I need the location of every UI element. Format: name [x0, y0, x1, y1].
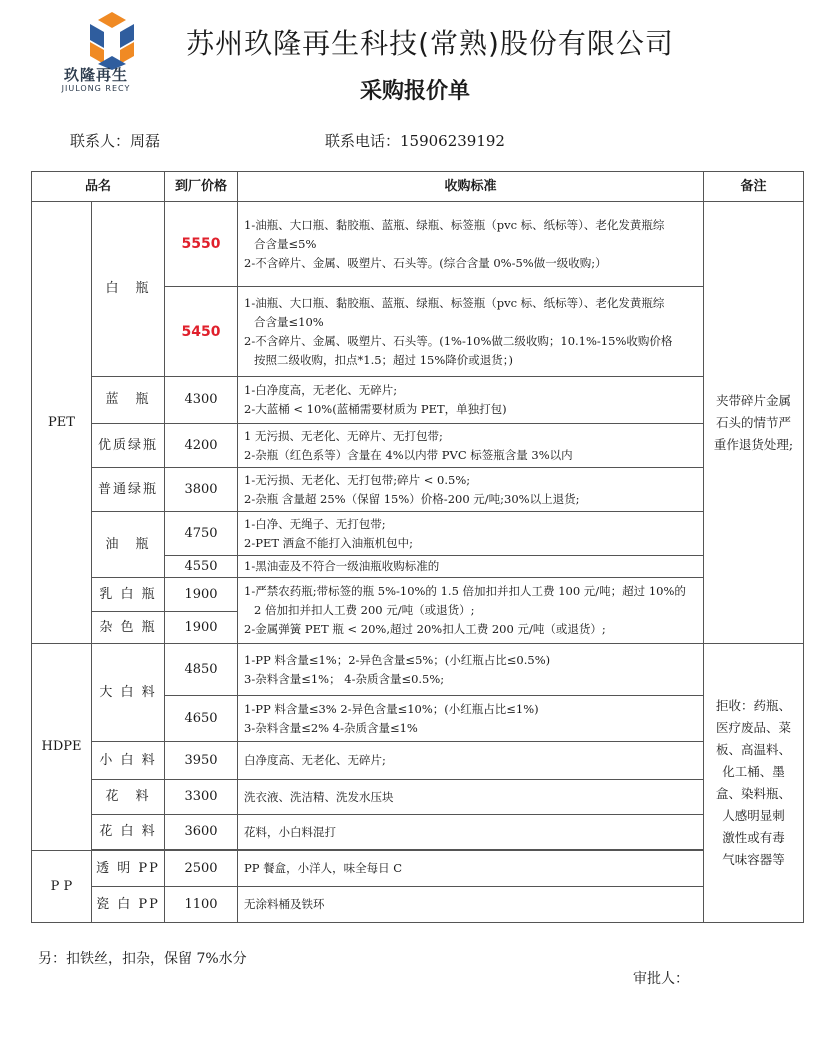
- table-row: [32, 815, 804, 850]
- remark-rejected: 拒收：药瓶、 医疗废品、菜 板、高温料、 化工桶、墨 盒、染料瓶、 人感明显刺 激性或有毒 气味容器等: [704, 644, 804, 923]
- category-hdpe: HDPE: [32, 644, 92, 851]
- table-row: [32, 742, 804, 780]
- item-standard: 无涂料桶及铁环: [238, 887, 704, 923]
- item-standard: 洗衣液、洗洁精、洗发水压块: [238, 780, 704, 815]
- item-price: 4550: [165, 556, 238, 578]
- header-name: 品名: [32, 172, 165, 202]
- table-row: [32, 644, 804, 696]
- header-price: 到厂价格: [165, 172, 238, 202]
- category-pp: P P: [32, 851, 92, 923]
- item-price: 5450: [165, 287, 238, 377]
- item-standard-milk: 1-严禁农药瓶;带标签的瓶 5%-10%的 1.5 倍加扣并扣人工费 100 元/吨；超过 10%的 2 倍加扣并扣人工费 200 元/吨（或退货）; 2-金属弹簧 PET 瓶 < 20%,超过 20%扣人工费 200 元/吨（或退货）;: [238, 578, 704, 644]
- item-price: 3800: [165, 468, 238, 512]
- item-standard: 1-无污损、无老化、无打包带;碎片 < 0.5%; 2-杂瓶 含量超 25%（保留 15%）价格-200 元/吨;30%以上退货;: [238, 468, 704, 512]
- footer-note: 另：扣铁丝，扣杂，保留 7%水分: [38, 951, 247, 967]
- table-row: [32, 512, 804, 556]
- item-price: 4850: [165, 644, 238, 696]
- remark-pet: 夹带碎片金属 石头的情节严 重作退货处理;: [704, 202, 804, 644]
- table-row: [32, 202, 804, 287]
- item-standard: 花料，小白料混打: [238, 815, 704, 850]
- item-standard: 1-油瓶、大口瓶、黏胶瓶、蓝瓶、绿瓶、标签瓶（pvc 标、纸标等）、老化发黄瓶综 合含量≤5% 2-不含碎片、金属、吸塑片、石头等。(综合含量 0%-5%做一级收购;）: [238, 202, 704, 287]
- item-standard: 1-PP 料含量≤3% 2-异色含量≤10%；(小红瓶占比≤1%) 3-杂料含量≤2% 4-杂质含量≤1%: [238, 696, 704, 742]
- table-row: [32, 887, 804, 923]
- item-name: 白 瓶: [92, 202, 165, 377]
- item-standard: 白净度高、无老化、无碎片;: [238, 742, 704, 780]
- item-price: 1900: [165, 612, 238, 644]
- item-price: 4300: [165, 377, 238, 424]
- document-title: 采购报价单: [359, 79, 470, 104]
- item-name: 花 料: [92, 780, 165, 815]
- item-name: 花 白 料: [92, 815, 165, 850]
- item-name: 乳 白 瓶: [92, 578, 165, 612]
- approver-label: 审批人：: [633, 971, 689, 987]
- item-price: 1100: [165, 887, 238, 923]
- item-price: 4650: [165, 696, 238, 742]
- item-standard: 1-黑油壶及不符合一级油瓶收购标准的: [238, 556, 704, 578]
- header-remark: 备注: [704, 172, 804, 202]
- item-standard: 1-白净度高，无老化、无碎片; 2-大蓝桶 < 10%(蓝桶需要材质为 PET，单独打包): [238, 377, 704, 424]
- table-row: [32, 780, 804, 815]
- item-price: 3300: [165, 780, 238, 815]
- item-name: 油 瓶: [92, 512, 165, 578]
- table-row: [32, 424, 804, 468]
- item-price: 1900: [165, 578, 238, 612]
- item-standard: 1-白净、无绳子、无打包带; 2-PET 酒盒不能打入油瓶机包中;: [238, 512, 704, 556]
- item-name: 蓝 瓶: [92, 377, 165, 424]
- item-standard: 1-油瓶、大口瓶、黏胶瓶、蓝瓶、绿瓶、标签瓶（pvc 标、纸标等）、老化发黄瓶综 合含量≤10% 2-不含碎片、金属、吸塑片、石头等。(1%-10%做二级收购；10.1%-15%收购价格 按照二级收购，扣点*1.5；超过 15%降价或退货；): [238, 287, 704, 377]
- item-name: 瓷 白 PP: [92, 887, 165, 923]
- item-name: 优质绿瓶: [92, 424, 165, 468]
- brand-name-en: JIULONG RECY: [61, 84, 131, 93]
- item-name: 普通绿瓶: [92, 468, 165, 512]
- table-row: [32, 578, 804, 612]
- item-standard: 1 无污损、无老化、无碎片、无打包带; 2-杂瓶（红色系等）含量在 4%以内带 PVC 标签瓶含量 3%以内: [238, 424, 704, 468]
- item-name: 大 白 料: [92, 644, 165, 742]
- item-price: 3600: [165, 815, 238, 850]
- item-price: 5550: [165, 202, 238, 287]
- company-name: 苏州玖隆再生科技(常熟)股份有限公司: [186, 27, 674, 60]
- item-name: 小 白 料: [92, 742, 165, 780]
- brand-name: 玖隆再生: [63, 66, 128, 84]
- table-row: [32, 851, 804, 887]
- contact-phone: 联系电话：15906239192: [325, 132, 505, 150]
- category-pet: PET: [32, 202, 92, 644]
- item-standard: PP 餐盒，小洋人，味全每日 C: [238, 851, 704, 887]
- item-name: 透 明 PP: [92, 851, 165, 887]
- contact-person: 联系人：周磊: [70, 132, 161, 150]
- price-table: [31, 171, 804, 923]
- header-standard: 收购标准: [238, 172, 704, 202]
- item-price: 2500: [165, 851, 238, 887]
- table-row: [32, 377, 804, 424]
- item-price: 4750: [165, 512, 238, 556]
- table-row: [32, 468, 804, 512]
- item-price: 3950: [165, 742, 238, 780]
- item-standard: 1-PP 料含量≤1%；2-异色含量≤5%；(小红瓶占比≤0.5%) 3-杂料含量≤1%； 4-杂质含量≤0.5%;: [238, 644, 704, 696]
- item-price: 4200: [165, 424, 238, 468]
- item-name: 杂 色 瓶: [92, 612, 165, 644]
- table-header-row: [32, 172, 804, 202]
